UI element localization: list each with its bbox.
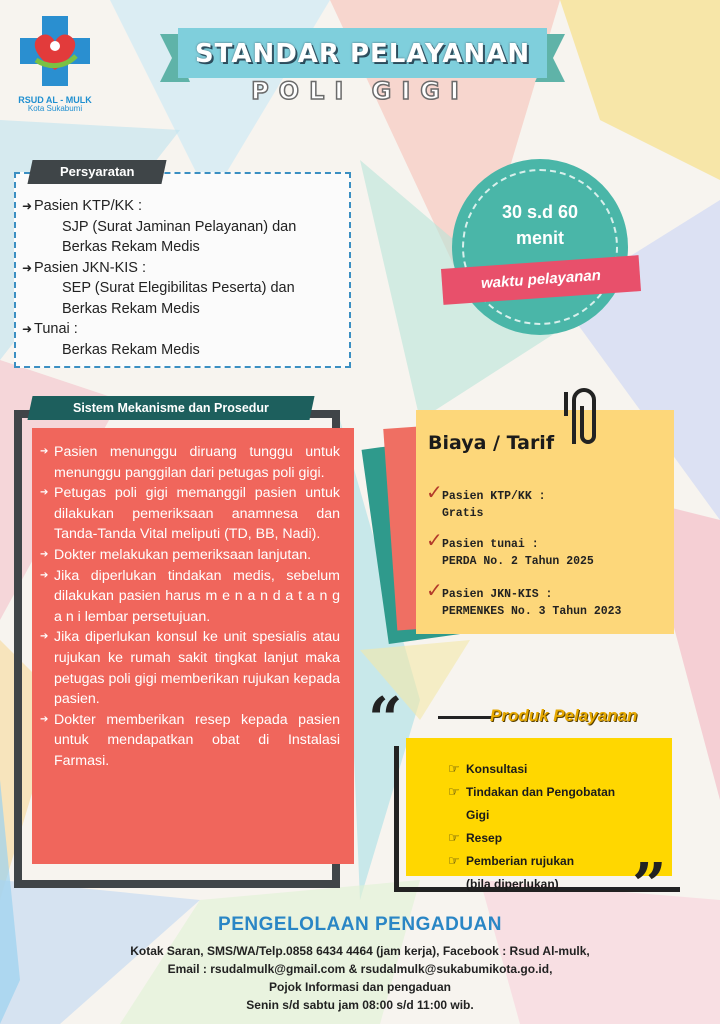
logo-name: RSUD AL - MULK (18, 95, 92, 105)
complaints-line: Senin s/d sabtu jam 08:00 s/d 11:00 wib. (246, 998, 474, 1012)
fee-value: PERMENKES No. 3 Tahun 2023 (442, 605, 622, 618)
arrow-right-icon: ➜ (22, 199, 33, 213)
requirement-category (22, 319, 342, 340)
procedure-step: ➔ Pasien menunggu diruang tunggu untuk menunggu panggilan dari petugas poli gigi. (40, 442, 340, 483)
requirement-detail: SJP (Surat Jaminan Pelayanan) dan (62, 218, 297, 235)
product-label: Pemberian rujukan (466, 854, 575, 868)
pointing-hand-icon: ☞ (448, 785, 460, 800)
requirement-category (22, 196, 342, 217)
fee-item (426, 528, 668, 570)
products-title: Produk Pelayanan (490, 706, 638, 725)
procedure-step: ➔ Jika diperlukan tindakan medis, sebelum dilakukan pasien harus m e n a n d a t a n g a n i lembar persetujuan. (40, 566, 340, 628)
requirement-category-label: Tunai : (34, 321, 78, 337)
open-quote-icon: “ (368, 685, 403, 755)
pointing-hand-icon: ☞ (448, 831, 460, 846)
service-time-unit: menit (515, 228, 564, 248)
checkmark-icon: ✓ (426, 578, 443, 602)
fee-label: Pasien KTP/KK : (442, 490, 546, 503)
complaints-line: Kotak Saran, SMS/WA/Telp.0858 6434 4464 (jam kerja), Facebook : Rsud Al-mulk, (130, 944, 590, 958)
fee-item (426, 578, 668, 620)
product-label: Gigi (466, 808, 490, 822)
procedure-step: ➔ Dokter memberikan resep kepada pasien untuk mendapatkan obat di Instalasi Farmasi. (40, 710, 340, 772)
fee-item (426, 480, 668, 522)
fee-label: Pasien tunai : (442, 538, 539, 551)
procedure-list (40, 442, 340, 772)
service-time-range: 30 s.d 60 (501, 202, 579, 222)
arrow-right-icon: ➜ (22, 260, 33, 275)
procedure-step: ➔ Petugas poli gigi memanggil pasien untuk dilakukan pemeriksaan anamnesa dan Tanda-Tanda Vital meliputi (TD, BB, Nadi). (40, 483, 340, 545)
logo-city: Kota Sukabumi (27, 104, 83, 113)
requirement-detail: Berkas Rekam Medis (62, 239, 200, 255)
products-title-line (438, 716, 492, 719)
complaints-line: Email : rsudalmulk@gmail.com & rsudalmulk@sukabumikota.go.id, (167, 962, 553, 976)
fee-value: Gratis (442, 507, 484, 520)
requirement-category-label: Pasien JKN-KIS : (34, 259, 147, 276)
fee-label: Pasien JKN-KIS : (442, 588, 553, 601)
product-item (448, 781, 688, 804)
checkmark-icon: ✓ (426, 480, 443, 504)
fee-value: PERDA No. 2 Tahun 2025 (442, 555, 594, 568)
procedure-step: ➔ Jika diperlukan konsul ke unit spesialis atau rujukan ke rumah sakit tingkat lanjut maka petugas poli gigi memberikan rujukan kepada pasien. (40, 627, 340, 709)
product-item (448, 758, 688, 781)
product-label: Resep (466, 831, 503, 845)
checkmark-icon: ✓ (426, 528, 443, 552)
service-time-ribbon: waktu pelayanan (441, 255, 641, 305)
procedure-step: ➔ Dokter melakukan pemeriksaan lanjutan. (40, 545, 340, 566)
procedure-box (32, 428, 354, 864)
requirement-detail: SEP (Surat Elegibilitas Peserta) dan (62, 280, 295, 296)
fee-card (416, 410, 674, 634)
close-quote-icon: ” (632, 851, 667, 921)
complaints-title: PENGELOLAAN PENGADUAN (218, 914, 502, 935)
paperclip-icon (560, 386, 612, 450)
page-subtitle: POLI GIGI (251, 77, 469, 105)
product-item (448, 827, 688, 850)
complaints-info (40, 942, 680, 1014)
product-label: Tindakan dan Pengobatan (466, 785, 616, 799)
product-label: Konsultasi (466, 762, 528, 776)
procedure-tag-label: Sistem Mekanisme dan Prosedur (73, 401, 269, 415)
pointing-hand-icon: ☞ (448, 854, 460, 869)
logo-emblem-icon (14, 12, 96, 94)
requirement-category-label: Pasien KTP/KK : (34, 198, 142, 214)
product-label: (bila diperlukan) (466, 877, 559, 891)
title-banner (170, 30, 555, 78)
requirement-detail: Berkas Rekam Medis (62, 341, 200, 358)
procedure-tag (27, 396, 314, 420)
fee-title: Biaya / Tarif (428, 432, 555, 454)
service-time-value (452, 199, 628, 251)
requirement-detail: Berkas Rekam Medis (62, 300, 200, 317)
requirements-box (14, 172, 351, 368)
requirements-tag-label: Persyaratan (59, 164, 135, 179)
page-title: STANDAR PELAYANAN (194, 39, 531, 69)
requirements-list (22, 196, 342, 360)
complaints-line: Pojok Informasi dan pengaduan (268, 980, 452, 994)
product-item-continuation (448, 804, 688, 827)
arrow-right-icon: ➜ (22, 322, 33, 336)
pointing-hand-icon: ☞ (448, 762, 460, 777)
service-time-badge (452, 159, 628, 335)
requirements-tag (27, 160, 166, 184)
requirement-category (22, 258, 342, 279)
hospital-logo (14, 12, 96, 113)
